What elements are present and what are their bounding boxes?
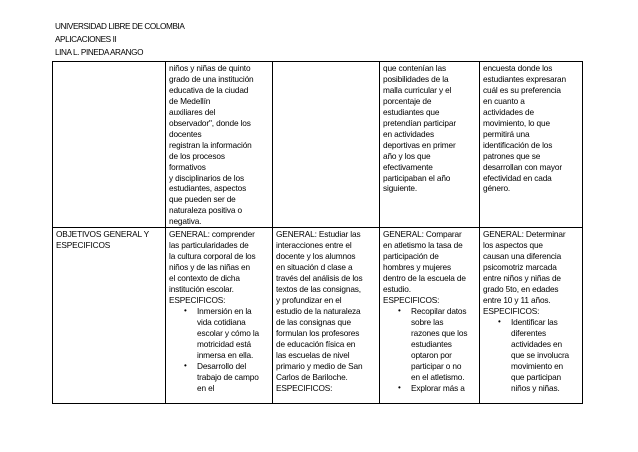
bullet-text-line: que se involucra: [511, 349, 570, 360]
cell-text-line: causan una diferencia: [483, 251, 562, 262]
objectives-bullet-list: [169, 306, 269, 394]
cell-text-line: los aspectos que: [483, 240, 543, 251]
cell-text-line: y disciplinarios de los: [169, 172, 244, 183]
cell-text-line: primario y medio de San: [276, 360, 363, 371]
objectives-bullet-list: [483, 317, 579, 394]
bullet-text-line: optaron por: [411, 349, 452, 360]
cell-text-line: de Medellín: [169, 95, 211, 106]
cell-text-line: en situación d clase a: [276, 262, 353, 273]
cell-text-line: que pueden ser de: [169, 194, 236, 205]
cell-text-line: hombres y mujeres: [383, 262, 451, 273]
list-item: [383, 383, 476, 394]
cell-text-line: docentes: [169, 128, 202, 139]
cell-text-line: las escuelas de nivel: [276, 349, 350, 360]
cell-text-line: interacciones entre el: [276, 240, 352, 251]
bullet-text-line: • Inmersión en la: [197, 305, 252, 316]
cell-text-line: participaban el año: [383, 172, 451, 183]
cell-text-line: las particularidades de: [169, 240, 249, 251]
cell-text-line: malla curricular y el: [383, 84, 452, 95]
cell-text-line: porcentaje de: [383, 95, 432, 106]
bullet-text-line: inmersa en ella.: [197, 349, 254, 360]
cell-text-line: docente y los alumnos: [276, 251, 356, 262]
bullet-text-line: vida cotidiana: [197, 316, 246, 327]
bullet-text-line: • Recopilar datos: [411, 305, 467, 316]
bullet-text-line: en el: [197, 382, 215, 393]
row1-cell-label: [53, 62, 166, 228]
cell-text-line: ESPECIFICOS:: [383, 295, 440, 306]
list-item: [169, 361, 269, 394]
bullet-text-line: trabajo de campo: [197, 371, 259, 382]
bullet-text-line: en el atletismo.: [411, 371, 465, 382]
cell-text-line: Carlos de Bariloche.: [276, 371, 348, 382]
row2-cell-study2: [273, 228, 380, 404]
cell-text-line: textos de las consignas,: [276, 284, 361, 295]
header-author: LINA L. PINEDA ARANGO: [55, 47, 144, 57]
row2-cell-study4: [480, 228, 583, 404]
row1-cell-study2: [273, 62, 380, 228]
bullet-text-line: niños y niñas.: [511, 382, 560, 393]
row1-cell-study1: [166, 62, 273, 228]
cell-text-line: deportivas en primer: [383, 139, 456, 150]
cell-text-line: GENERAL: Estudiar las: [276, 229, 361, 240]
cell-text-line: entre 10 y 11 años.: [483, 295, 551, 306]
cell-text-line: encuesta donde los: [483, 63, 553, 73]
cell-text-line: estudiantes expresaran: [483, 73, 566, 84]
cell-text-line: el contexto de dicha: [169, 273, 240, 284]
cell-text-line: movimiento, lo que: [483, 117, 550, 128]
cell-text-line: participación de: [383, 251, 439, 262]
table-row: [53, 62, 583, 228]
cell-text-line: observador", donde los: [169, 117, 251, 128]
cell-text-line: identificación de los: [483, 139, 553, 150]
cell-text-line: estudio.: [383, 284, 411, 295]
list-item: [483, 317, 579, 394]
header-university: UNIVERSIDAD LIBRE DE COLOMBIA: [55, 22, 185, 31]
cell-text-line: institución escolar.: [169, 284, 234, 295]
cell-text-line: OBJETIVOS GENERAL Y: [56, 229, 150, 240]
list-item: [383, 306, 476, 383]
bullet-text-line: movimiento en: [511, 360, 564, 371]
list-item: [169, 306, 269, 361]
cell-text-line: año y los que: [383, 150, 431, 161]
cell-text-line: siguiente.: [383, 183, 418, 194]
cell-text-line: desarrollan con mayor: [483, 161, 562, 172]
cell-text-line: permitirá una: [483, 128, 530, 139]
cell-text-line: naturaleza positiva o: [169, 205, 242, 216]
row1-cell-study4: [480, 62, 583, 228]
cell-text-line: patrones que se: [483, 150, 541, 161]
document-header: [55, 21, 184, 59]
bullet-text-line: que participan: [511, 371, 562, 382]
bullet-text-line: motricidad está: [197, 338, 252, 349]
bullet-text-line: actividades en: [511, 338, 562, 349]
row1-cell-study3: [380, 62, 480, 228]
bullet-text-line: • Desarrollo del: [197, 360, 247, 371]
cell-text-line: psicomotriz marcada: [483, 262, 557, 273]
cell-text-line: posibilidades de la: [383, 73, 449, 84]
bullet-text-line: participar o no: [411, 360, 462, 371]
cell-text-line: cuál es su preferencia: [483, 84, 561, 95]
cell-text-line: ESPECIFICOS: [56, 240, 111, 251]
objectives-bullet-list: [383, 306, 476, 394]
cell-text-line: GENERAL: comprender: [169, 229, 255, 240]
header-course: APLICACIONES II: [55, 34, 117, 44]
cell-text-line: ESPECIFICOS:: [483, 305, 540, 316]
cell-text-line: de educación física en: [276, 338, 356, 349]
cell-text-line: pretendían participar: [383, 117, 456, 128]
cell-text-line: de las consignas que: [276, 316, 351, 327]
cell-text-line: y profundizar en el: [276, 295, 342, 306]
bullet-text-line: • Identificar las: [511, 316, 558, 327]
cell-text-line: género.: [483, 183, 511, 194]
bullet-text-line: razones que los: [411, 327, 468, 338]
cell-text-line: GENERAL: Determinar: [483, 229, 566, 240]
cell-text-line: ESPECIFICOS:: [276, 382, 333, 393]
cell-text-line: auxiliares del: [169, 106, 216, 117]
cell-text-line: formulan los profesores: [276, 327, 360, 338]
cell-text-line: efectivamente: [383, 161, 433, 172]
cell-text-line: grado 5to, en edades: [483, 284, 559, 295]
cell-text-line: estudio de la naturaleza: [276, 305, 361, 316]
cell-text-line: ESPECIFICOS:: [169, 295, 226, 306]
cell-text-line: niños y niñas de quinto: [169, 63, 251, 73]
cell-text-line: en actividades: [383, 128, 434, 139]
cell-text-line: formativos: [169, 161, 206, 172]
row2-cell-study3: [380, 228, 480, 404]
cell-text-line: en cuanto a: [483, 95, 525, 106]
row2-cell-study1: [166, 228, 273, 404]
bullet-text-line: • Explorar más a: [411, 382, 465, 393]
bullet-text-line: estudiantes: [411, 338, 452, 349]
cell-text-line: niños y de las niñas en: [169, 262, 250, 273]
cell-text-line: la cultura corporal de los: [169, 251, 256, 262]
bullet-text-line: diferentes: [511, 327, 546, 338]
table-row: [53, 228, 583, 404]
cell-text-line: entre niños y niñas de: [483, 273, 561, 284]
cell-text-line: grado de una institución: [169, 73, 254, 84]
cell-text-line: actividades de: [483, 106, 534, 117]
cell-text-line: educativa de la ciudad: [169, 84, 249, 95]
bullet-text-line: escolar y cómo la: [197, 327, 260, 338]
row2-cell-label: [53, 228, 166, 404]
comparison-table: [52, 61, 583, 404]
cell-text-line: dentro de la escuela de: [383, 273, 466, 284]
cell-text-line: negativa.: [169, 216, 202, 227]
bullet-text-line: sobre las: [411, 316, 444, 327]
cell-text-line: de los procesos: [169, 150, 225, 161]
cell-text-line: GENERAL: Comparar: [383, 229, 462, 240]
cell-text-line: estudiantes, aspectos: [169, 183, 247, 194]
cell-text-line: través del análisis de los: [276, 273, 363, 284]
cell-text-line: en atletismo la tasa de: [383, 240, 463, 251]
cell-text-line: registran la información: [169, 139, 252, 150]
cell-text-line: que contenían las: [383, 63, 446, 73]
cell-text-line: estudiantes que: [383, 106, 440, 117]
cell-text-line: efectividad en cada: [483, 172, 552, 183]
